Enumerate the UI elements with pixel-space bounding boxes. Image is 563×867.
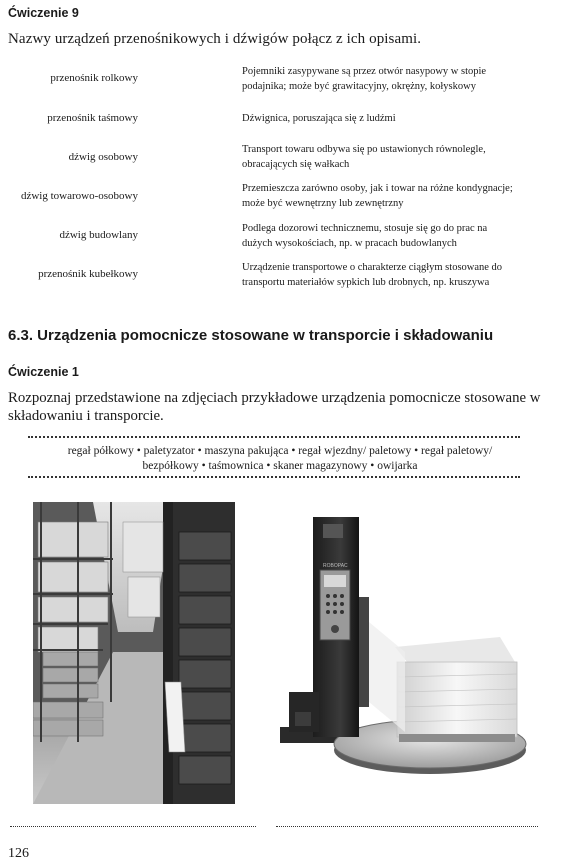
device-label: przenośnik kubełkowy: [38, 268, 138, 280]
exercise-1-instruction: Rozpoznaj przedstawione na zdjęciach przykładowe urządzenia pomocnicze stosowane w składowaniu i transporcie.: [8, 390, 541, 424]
exercise-9-heading: Ćwiczenie 9: [8, 6, 79, 20]
dotted-divider: [28, 436, 520, 438]
word-bank: regał półkowy • paletyzator • maszyna pakująca • regał wjezdny/ paletowy • regał paletowy/ bezpółkowy • taśmownica • skaner magazynowy • owijarka: [67, 445, 493, 472]
device-label: dźwig osobowy: [68, 151, 138, 163]
page-number: 126: [8, 846, 29, 861]
section-heading: 6.3. Urządzenia pomocnicze stosowane w transporcie i składowaniu: [8, 327, 494, 344]
exercise-1-heading: Ćwiczenie 1: [8, 365, 79, 379]
description-item: Przemieszcza zarówno osoby, jak i towar na różne kondygnacje; może być wewnętrzny lub zewnętrzny: [242, 183, 513, 209]
warehouse-rack-photo: [33, 502, 235, 804]
stretch-wrapper-machine-photo: [275, 512, 535, 784]
machine-brand-label: ROBOPAC: [323, 563, 348, 569]
device-label: przenośnik taśmowy: [47, 112, 138, 124]
dotted-divider: [28, 476, 520, 478]
description-item: Podlega dozorowi technicznemu, stosuje się go do prac na dużych wysokościach, np. w pracach budowlanych: [242, 223, 488, 249]
description-item: Transport towaru odbywa się po ustawionych równolegle, obracających się wałkach: [242, 144, 486, 170]
answer-line[interactable]: [276, 826, 538, 827]
description-item: Urządzenie transportowe o charakterze ciągłym stosowane do transportu materiałów sypkich lub drobnych, np. kruszywa: [242, 262, 503, 288]
description-item: Pojemniki zasypywane są przez otwór nasypowy w stopie podajnika; może być grawitacyjny, okrężny, kołyskowy: [242, 66, 487, 92]
answer-line[interactable]: [10, 826, 256, 827]
exercise-9-instruction: Nazwy urządzeń przenośnikowych i dźwigów połącz z ich opisami.: [8, 31, 422, 47]
device-label: dźwig budowlany: [59, 229, 138, 241]
device-label: przenośnik rolkowy: [50, 72, 138, 84]
description-item: Dźwignica, poruszająca się z ludźmi: [242, 113, 396, 124]
device-label: dźwig towarowo-osobowy: [20, 190, 138, 202]
